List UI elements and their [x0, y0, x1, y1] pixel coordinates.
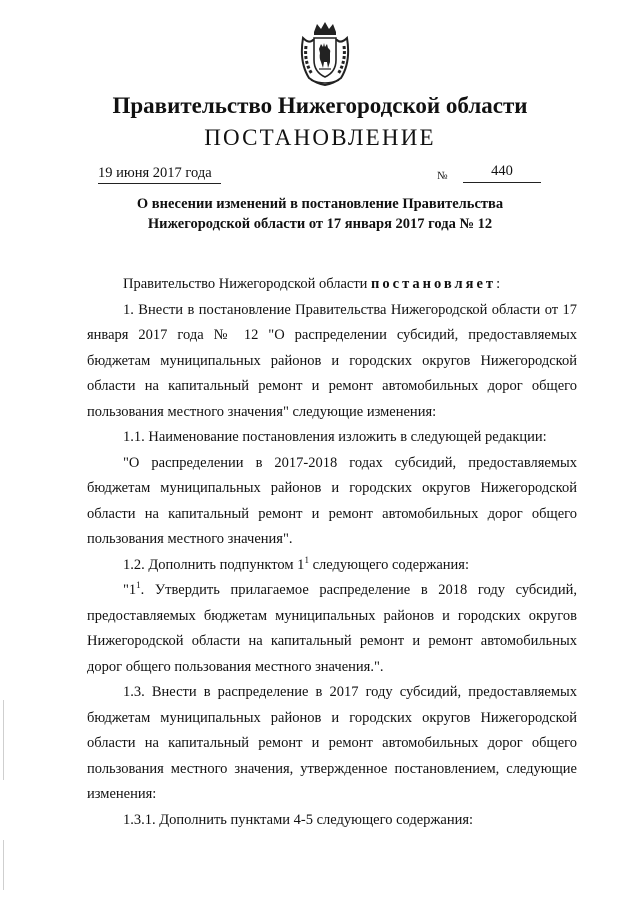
document-subject	[0, 194, 640, 234]
intro-paragraph	[87, 272, 577, 298]
paragraph-1: 1. Внести в постановление Правительства Нижегородской области от 17 января 2017 года № 12 "О распределении субсидий, предоставляемых бюджетам муниципальных районов и городских округов Нижегородской области на капитальный ремонт и ремонт автомобильных дорог общего пользования местного значения" следующие изменения:	[87, 301, 577, 420]
subject-line-1: О внесении изменений в постановление Правительства	[136, 196, 504, 212]
document-number: 440	[463, 162, 541, 183]
document-date: 19 июня 2017 года	[98, 164, 221, 184]
scan-edge-mark	[3, 700, 4, 780]
paragraph-1-2	[87, 553, 577, 579]
coat-of-arms-emblem	[297, 22, 353, 86]
document-body	[87, 272, 577, 833]
p1-2-quote-a: "1	[123, 582, 137, 598]
intro-text: Правительство Нижегородской области	[123, 276, 372, 292]
document-type: ПОСТАНОВЛЕНИЕ	[204, 125, 436, 150]
paragraph-1-1-quote: "О распределении в 2017-2018 годах субсидий, предоставляемых бюджетам муниципальных районов и городских округов Нижегородской области на капитальный ремонт и ремонт автомобильных дорог общего пользования местного значения".	[87, 454, 577, 547]
subject-line-2: Нижегородской области от 17 января 2017 года № 12	[147, 216, 493, 232]
p1-2-quote-b: . Утвердить прилагаемое распределение в 2018 году субсидий, предоставляемых бюджетам муниципальных районов и городских округов Нижегородской области на капитальный ремонт и ремонт автомобильных дорог общего пользования местного значения.".	[87, 582, 577, 675]
p1-2-superscript: 1	[304, 554, 309, 565]
paragraph-1-3-1: 1.3.1. Дополнить пунктами 4-5 следующего содержания:	[123, 811, 474, 828]
paragraph-1-1: 1.1. Наименование постановления изложить в следующей редакции:	[123, 429, 547, 445]
scan-edge-mark	[3, 840, 4, 890]
issuer-title: Правительство Нижегородской области	[112, 93, 528, 118]
p1-2-text-b: следующего содержания:	[308, 556, 470, 573]
p1-2-text-a: 1.2. Дополнить подпунктом 1	[123, 556, 305, 573]
number-sign: №	[437, 170, 448, 182]
paragraph-1-2-quote	[87, 578, 577, 680]
intro-colon: :	[496, 276, 501, 292]
p1-2-quote-superscript: 1	[136, 580, 141, 591]
paragraph-1-3: 1.3. Внести в распределение в 2017 году субсидий, предоставляемых бюджетам муниципальных районов и городских округов Нижегородской области на капитальный ремонт и ремонт автомобильных дорог общего пользования местного значения, утвержденное постановлением, следующие изменения:	[87, 684, 577, 802]
intro-action: постановляет	[371, 276, 497, 292]
